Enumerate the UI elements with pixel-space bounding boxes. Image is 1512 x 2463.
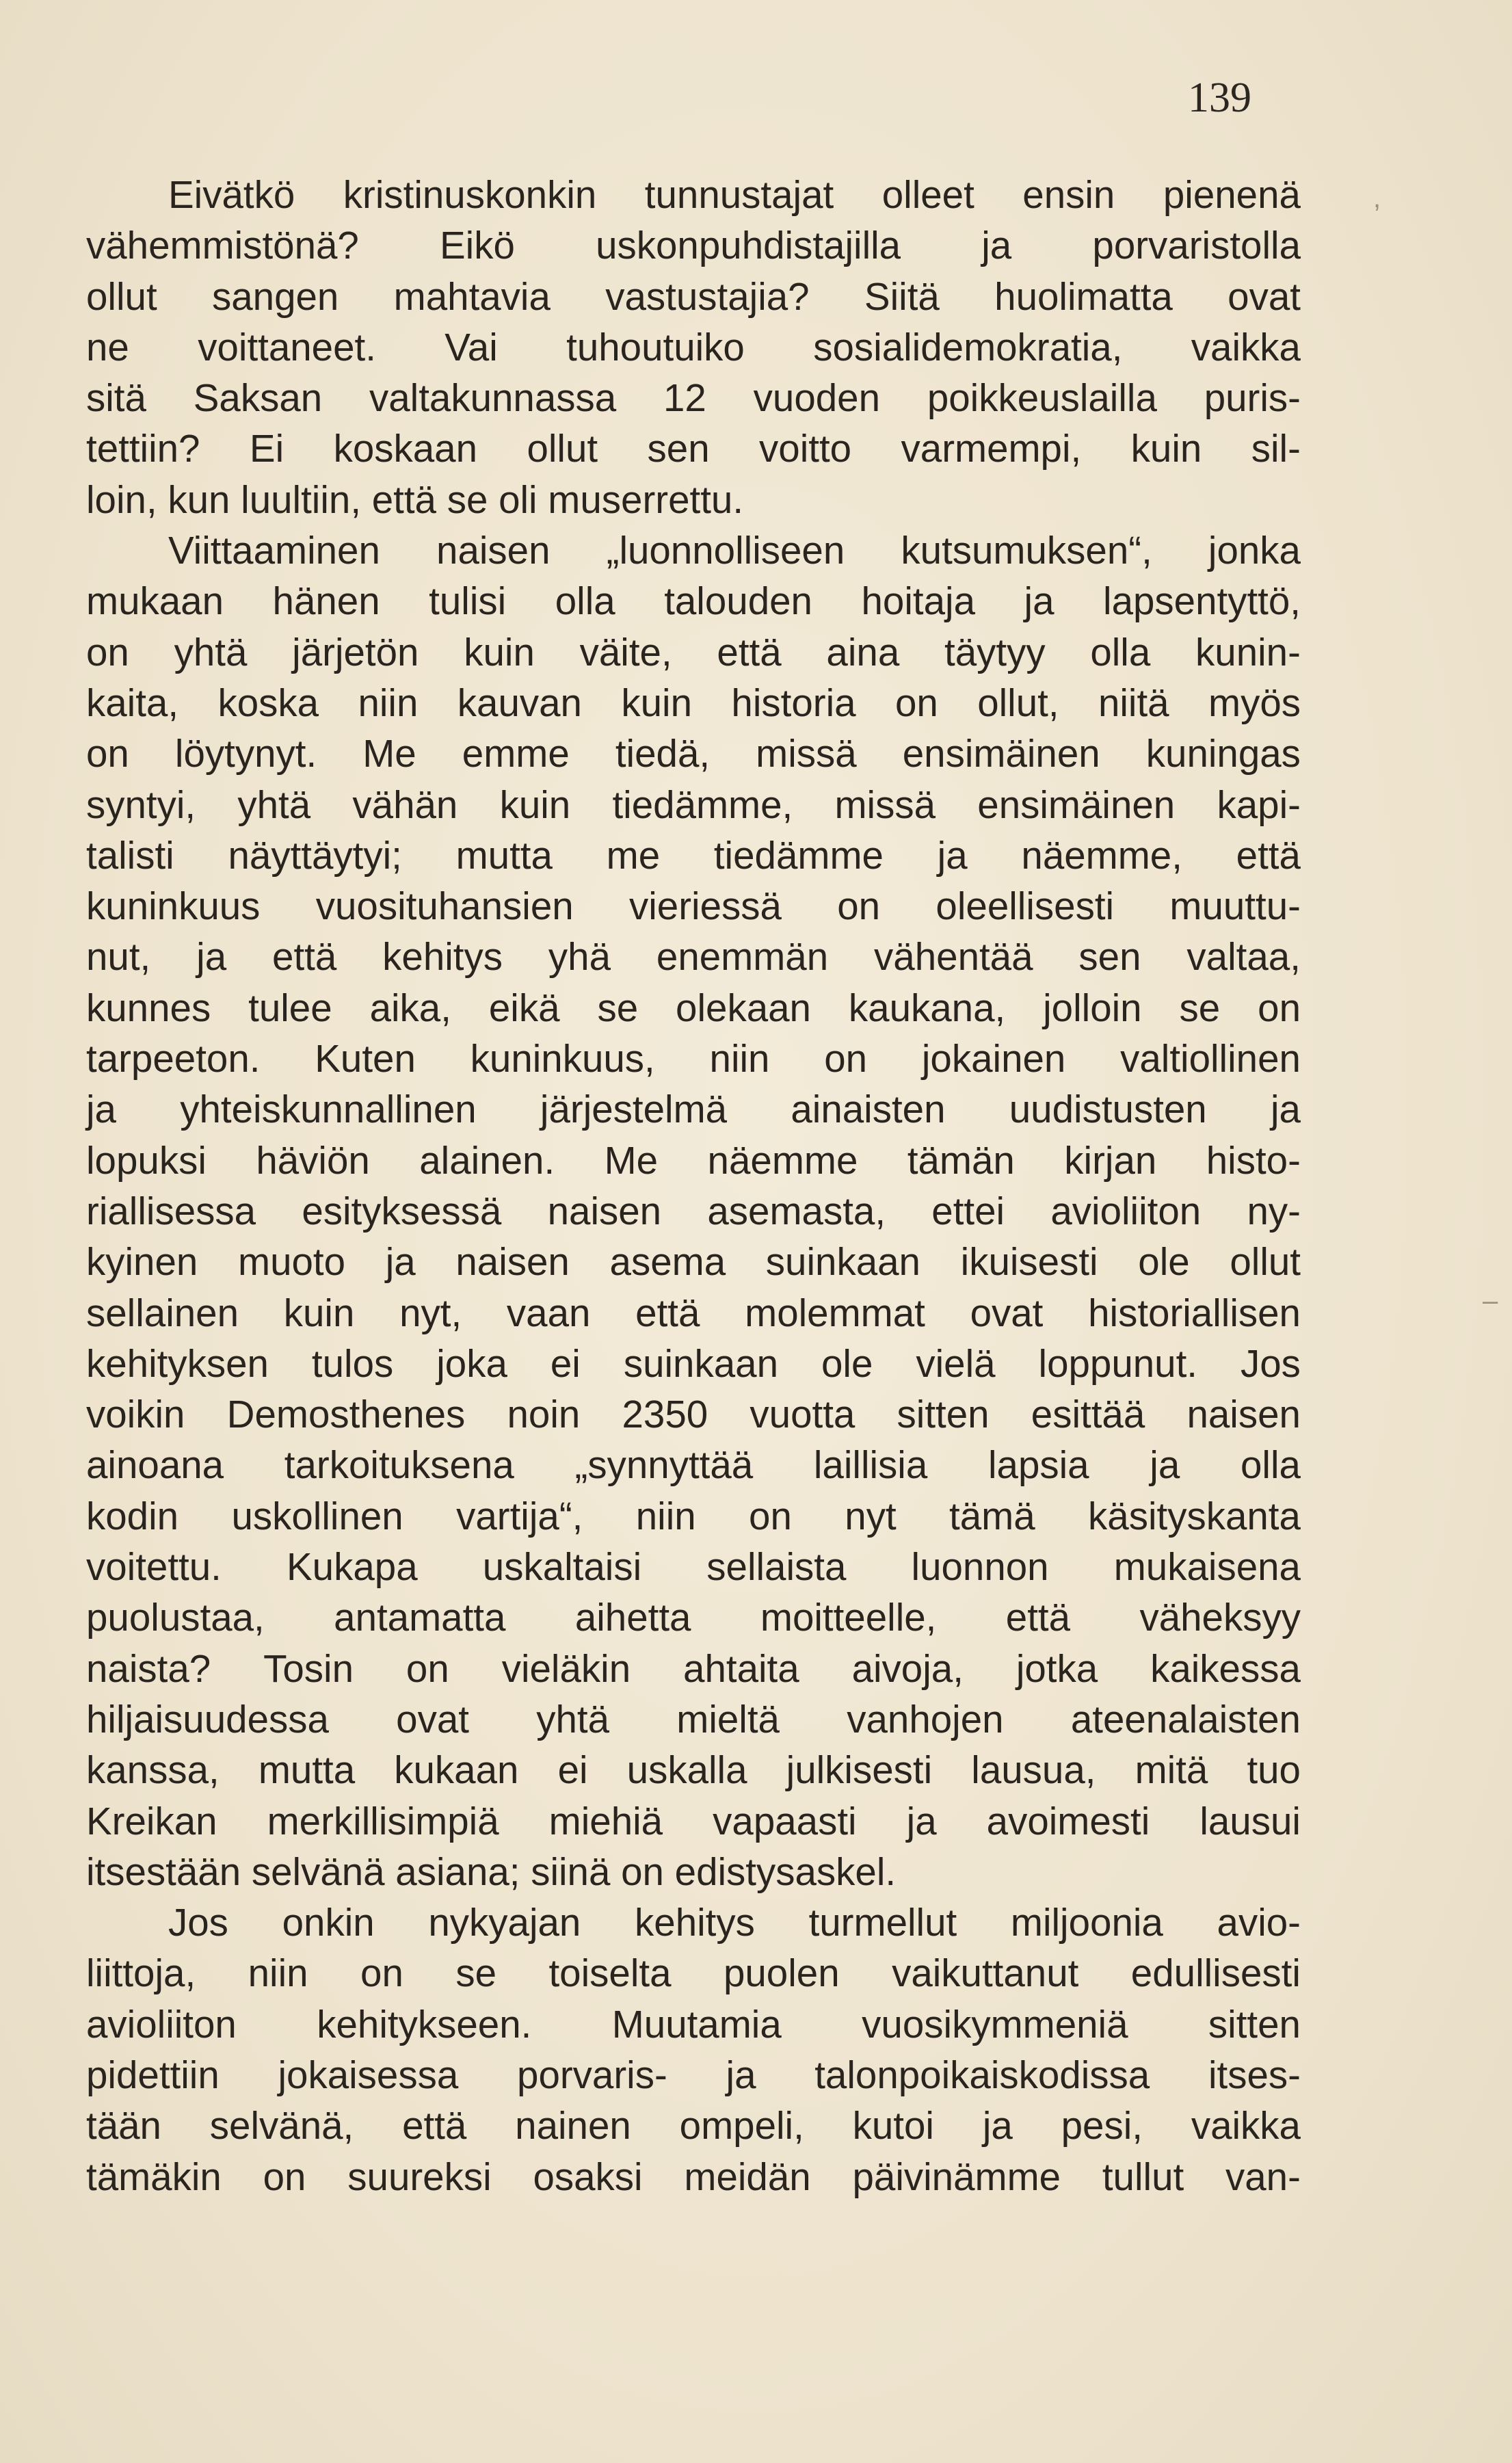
text-line: liittoja, niin on se toiselta puolen vaikuttanut edullisesti (86, 1951, 1301, 1995)
text-line: talisti näyttäytyi; mutta me tiedämme ja näemme, että (86, 833, 1301, 877)
text-line: mukaan hänen tulisi olla talouden hoitaja ja lapsentyttö, (86, 579, 1301, 623)
margin-mark: – (1483, 1286, 1498, 1316)
text-line: pidettiin jokaisessa porvaris- ja talonpoikaiskodissa itses- (86, 2053, 1301, 2096)
text-line: naista? Tosin on vieläkin ahtaita aivoja, jotka kaikessa (86, 1646, 1301, 1690)
text-line: voitettu. Kukapa uskaltaisi sellaista luonnon mukaisena (86, 1545, 1301, 1589)
text-line: kanssa, mutta kukaan ei uskalla julkisesti lausua, mitä tuo (86, 1748, 1301, 1792)
page-number: 139 (1188, 75, 1251, 121)
text-line: puolustaa, antamatta aihetta moitteelle, että väheksyy (86, 1596, 1301, 1639)
text-line: voikin Demosthenes noin 2350 vuotta sitten esittää naisen (86, 1393, 1301, 1436)
text-line: nut, ja että kehitys yhä enemmän vähentää sen valtaa, (86, 935, 1301, 979)
text-line: vähemmistönä? Eikö uskonpuhdistajilla ja porvaristolla (86, 224, 1301, 267)
text-line: tään selvänä, että nainen ompeli, kutoi ja pesi, vaikka (86, 2104, 1301, 2148)
text-line: Jos onkin nykyajan kehitys turmellut miljoonia avio- (168, 1901, 1301, 1945)
text-line: kuninkuus vuosituhansien vieriessä on oleellisesti muuttu- (86, 884, 1301, 928)
text-line: kunnes tulee aika, eikä se olekaan kaukana, jolloin se on (86, 986, 1301, 1029)
text-line: lopuksi häviön alainen. Me näemme tämän kirjan histo- (86, 1138, 1301, 1182)
text-line: hiljaisuudessa ovat yhtä mieltä vanhojen ateenalaisten (86, 1697, 1301, 1741)
text-line: kodin uskollinen vartija“, niin on nyt tämä käsityskanta (86, 1494, 1301, 1538)
text-line: Viittaaminen naisen „luonnolliseen kutsumuksen“, jonka (168, 529, 1301, 572)
paragraph (86, 170, 1301, 525)
text-line: Eivätkö kristinuskonkin tunnustajat olleet ensin pienenä (168, 173, 1301, 216)
text-line: tettiin? Ei koskaan ollut sen voitto varmempi, kuin sil- (86, 427, 1301, 471)
text-line: tarpeeton. Kuten kuninkuus, niin on jokainen valtiollinen (86, 1037, 1301, 1081)
text-line: ne voittaneet. Vai tuhoutuiko sosialidemokratia, vaikka (86, 325, 1301, 369)
text-line: loin, kun luultiin, että se oli muserrettu. (86, 477, 744, 521)
text-line: kehityksen tulos joka ei suinkaan ole vielä loppunut. Jos (86, 1341, 1301, 1385)
text-line: sitä Saksan valtakunnassa 12 vuoden poikkeuslailla puris- (86, 376, 1301, 420)
text-line: syntyi, yhtä vähän kuin tiedämme, missä ensimäinen kapi- (86, 782, 1301, 826)
text-line: ja yhteiskunnallinen järjestelmä ainaisten uudistusten ja (86, 1088, 1301, 1131)
text-line: itsestään selvänä asiana; siinä on edistysaskel. (86, 1849, 897, 1893)
paragraph (86, 1897, 1301, 2202)
text-line: tämäkin on suureksi osaksi meidän päivinämme tullut van- (86, 2155, 1301, 2198)
text-line: avioliiton kehitykseen. Muutamia vuosikymmeniä sitten (86, 2002, 1301, 2046)
text-line: Kreikan merkillisimpiä miehiä vapaasti ja avoimesti lausui (86, 1799, 1301, 1843)
text-line: riallisessa esityksessä naisen asemasta, ettei avioliiton ny- (86, 1189, 1301, 1233)
text-line: kyinen muoto ja naisen asema suinkaan ikuisesti ole ollut (86, 1240, 1301, 1284)
margin-mark: , (1373, 183, 1381, 213)
text-line: kaita, koska niin kauvan kuin historia on ollut, niitä myös (86, 681, 1301, 724)
body-text (86, 170, 1301, 2202)
text-line: on yhtä järjetön kuin väite, että aina täytyy olla kunin- (86, 630, 1301, 674)
paragraph (86, 525, 1301, 1897)
text-line: ainoana tarkoituksena „synnyttää laillisia lapsia ja olla (86, 1443, 1301, 1487)
text-line: ollut sangen mahtavia vastustajia? Siitä huolimatta ovat (86, 274, 1301, 318)
text-line: on löytynyt. Me emme tiedä, missä ensimäinen kuningas (86, 732, 1301, 776)
text-line: sellainen kuin nyt, vaan että molemmat ovat historiallisen (86, 1291, 1301, 1334)
